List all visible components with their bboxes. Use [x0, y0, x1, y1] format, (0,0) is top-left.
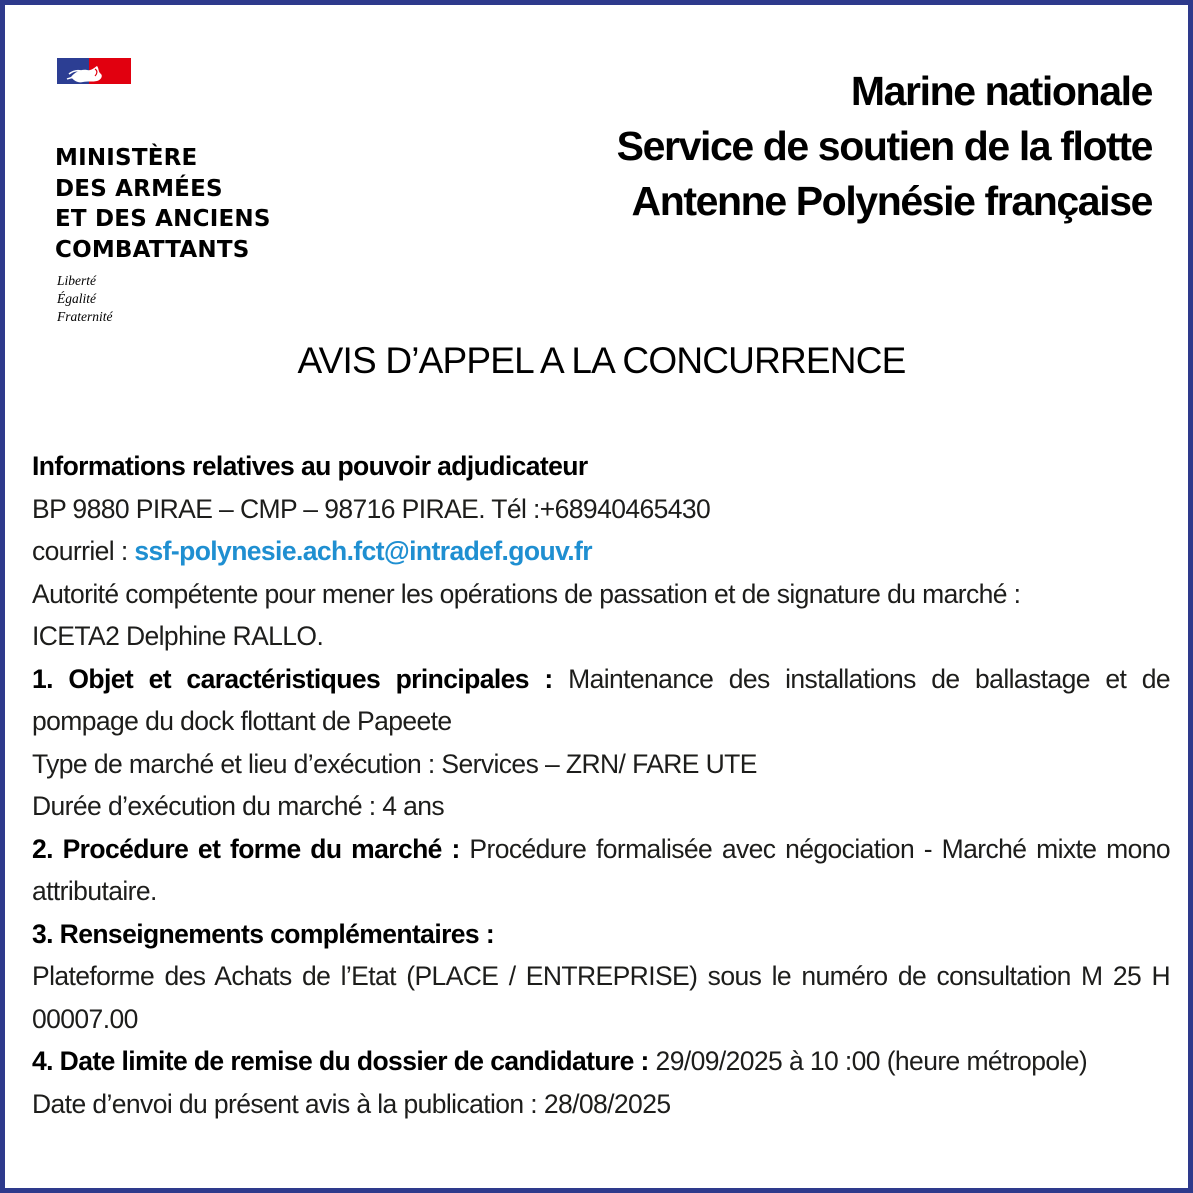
section-2-text: Procédure formalisée avec négociation - Marché mixte mono attributaire.	[32, 833, 1170, 906]
email-link[interactable]: ssf-polynesie.ach.fct@intradef.gouv.fr	[134, 536, 592, 566]
contract-duration: Durée d’exécution du marché : 4 ans	[32, 791, 445, 821]
motto-liberte: Liberté	[57, 273, 96, 288]
section-4-text: 29/09/2025 à 10 :00 (heure métropole)	[648, 1046, 1088, 1076]
issuer-line-2: Service de soutien de la flotte	[616, 123, 1152, 169]
ministry-line-2: DES ARMÉES	[55, 175, 223, 202]
competent-authority-line: Autorité compétente pour mener les opérations de passation et de signature du marché :	[32, 578, 1021, 609]
section-3-heading: 3. Renseignements complémentaires :	[32, 918, 495, 949]
issuer-heading	[617, 64, 1152, 229]
contract-type-place: Type de marché et lieu d’exécution : Services – ZRN/ FARE UTE	[32, 748, 757, 779]
section-2-heading: 2. Procédure et forme du marché :	[32, 833, 460, 864]
republic-motto	[57, 272, 113, 326]
notice-body	[32, 445, 1170, 1125]
section-1-text: Maintenance des installations de ballastage et de pompage du dock flottant de Papeete	[32, 663, 1170, 736]
authority-address: BP 9880 PIRAE – CMP – 98716 PIRAE. Tél :+68940465430	[32, 493, 711, 524]
section-1	[32, 658, 1170, 743]
ministry-name	[55, 143, 271, 265]
section-3-text: Plateforme des Achats de l’Etat (PLACE / ENTREPRISE) sous le numéro de consultation M 25 H 00007.00	[32, 961, 1170, 1034]
section-4-heading: 4. Date limite de remise du dossier de candidature :	[32, 1046, 649, 1076]
section-4	[32, 1040, 1170, 1083]
section-1-heading: 1. Objet et caractéristiques principales :	[32, 663, 553, 694]
ministry-line-1: MINISTÈRE	[55, 145, 198, 171]
section-2	[32, 828, 1170, 913]
motto-fraternite: Fraternité	[57, 309, 113, 324]
ministry-line-4: COMBATTANTS	[55, 236, 250, 263]
issuer-line-3: Antenne Polynésie française	[631, 178, 1152, 224]
competent-authority-name: ICETA2 Delphine RALLO.	[32, 621, 324, 651]
ministry-line-3: ET DES ANCIENS	[55, 206, 271, 232]
authority-heading: Informations relatives au pouvoir adjudicateur	[32, 451, 588, 481]
notice-title: AVIS D’APPEL A LA CONCURRENCE	[297, 340, 906, 381]
publication-date: Date d’envoi du présent avis à la publication : 28/08/2025	[32, 1088, 671, 1119]
marianne-flag-icon	[57, 58, 131, 84]
issuer-line-1: Marine nationale	[850, 68, 1152, 114]
email-line	[32, 530, 1170, 573]
email-label: courriel :	[32, 536, 135, 566]
motto-egalite: Égalité	[57, 291, 96, 306]
